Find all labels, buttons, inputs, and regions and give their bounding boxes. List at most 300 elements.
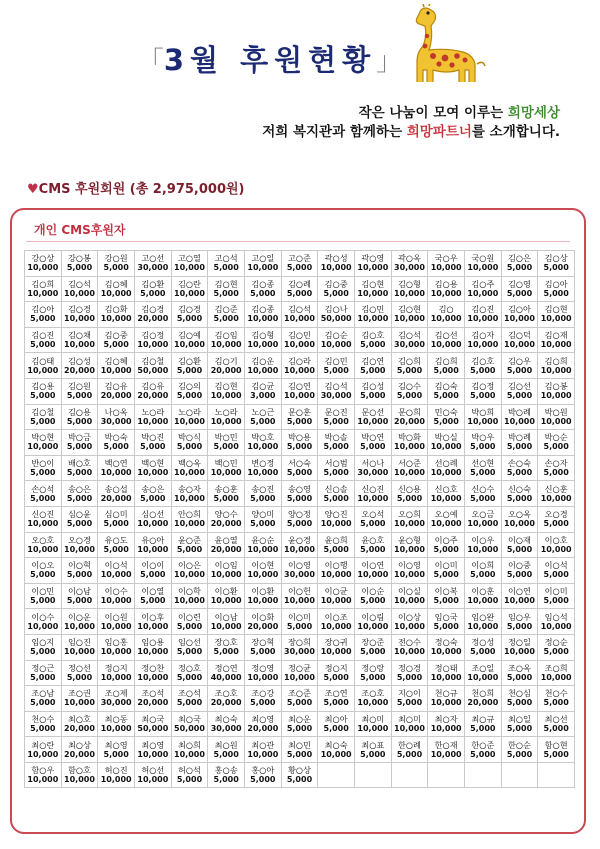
donor-cell [538,686,575,712]
donor-amount: 5,000 [140,570,166,580]
donor-name: 이○석 [544,560,568,571]
donor-amount: 10,000 [174,519,205,529]
donor-amount: 10,000 [394,468,425,478]
donor-cell [428,507,465,533]
donor-cell [318,635,355,661]
donor-name: 정○경 [398,662,421,673]
donor-amount: 5,000 [470,647,496,657]
donor-name: 이○중 [508,560,531,571]
donor-cell [135,481,172,507]
donor-name: 조○남 [31,688,55,699]
donor-name: 양○정 [288,509,311,520]
donor-cell [172,353,209,379]
donor-cell [392,251,429,277]
donor-cell [502,302,539,328]
donor-name: 정○영 [251,662,275,673]
donor-amount: 5,000 [543,596,569,606]
donor-cell [245,405,282,431]
donor-amount: 5,000 [470,493,496,503]
donor-name: 김○우 [508,355,531,366]
donor-name: 유○도 [104,534,128,545]
donor-name: 윤○희 [324,534,348,545]
donor-cell [392,609,429,635]
donor-name: 김○아 [31,304,55,315]
donor-cell [428,737,465,763]
donor-name: 김○준 [214,304,238,315]
donor-name: 이○림 [361,611,385,622]
donor-amount: 5,000 [213,749,239,759]
donor-cell [25,302,62,328]
donor-name: 이○주 [434,534,458,545]
intro-line-1 [262,104,560,123]
donor-name: 이○실 [398,586,421,597]
donor-name: 최○규 [471,713,495,724]
donor-name: 김○덕 [508,330,531,341]
donor-amount: 5,000 [66,442,93,452]
donor-cell [502,533,539,559]
donor-cell [355,277,392,303]
donor-name: 최○란 [31,739,55,750]
donor-amount: 10,000 [247,263,279,273]
donor-name: 이○훈 [471,586,495,597]
donor-cell [538,609,575,635]
donor-amount: 10,000 [394,596,425,606]
donor-cell [355,558,392,584]
donor-name: 백○연 [104,458,128,469]
donor-name: 이○연 [508,586,531,597]
donor-amount: 10,000 [430,723,462,733]
donor-cell [538,558,575,584]
donor-amount: 5,000 [30,570,56,580]
donor-name: 김○호 [471,355,495,366]
donor-name: 박○현 [31,432,55,443]
donor-name: 홍○송 [214,765,238,776]
donor-name: 윤○호 [361,534,385,545]
donor-cell [25,635,62,661]
donor-cell [502,609,539,635]
donor-amount: 5,000 [30,493,56,503]
donor-amount: 5,000 [176,621,203,631]
donor-name: 고○일 [251,253,275,264]
donor-amount: 10,000 [467,340,499,350]
donor-amount: 10,000 [137,621,169,631]
donor-cell [172,737,209,763]
donor-name: 최○영 [251,713,275,724]
donor-amount: 10,000 [210,340,242,350]
donor-name: 이○련 [178,611,201,622]
donor-amount: 10,000 [357,621,389,631]
donor-amount: 5,000 [176,442,203,452]
donor-amount: 10,000 [540,416,572,426]
donor-cell [135,661,172,687]
donor-name: 김○연 [361,355,385,366]
donor-cell [208,712,245,738]
donor-cell [98,328,135,354]
donor-amount: 5,000 [543,723,569,733]
donor-cell [355,686,392,712]
donor-name: 이○임 [214,560,238,571]
donor-amount: 20,000 [394,416,425,426]
donor-cell [282,712,319,738]
donor-amount: 10,000 [467,544,499,554]
donor-amount: 5,000 [250,493,276,503]
donor-cell [208,277,245,303]
donor-amount: 5,000 [360,672,386,682]
donor-name: 이○남 [214,611,238,622]
donor-name: 백○옥 [178,458,201,469]
donor-cell [465,277,502,303]
donor-amount: 5,000 [286,775,313,785]
donor-cell [282,379,319,405]
donor-name: 박○우 [471,432,495,443]
donor-amount: 5,000 [506,391,533,401]
donor-name: 곽○성 [324,253,348,264]
donor-name: 윤○경 [288,534,311,545]
donor-cell [538,353,575,379]
donor-name: 이○열 [141,586,165,597]
donor-name: 신○훈 [544,483,568,494]
donor-cell [428,481,465,507]
donor-amount: 5,000 [470,723,496,733]
donor-amount: 10,000 [504,596,535,606]
donor-amount: 10,000 [137,672,169,682]
donor-amount: 5,000 [66,596,93,606]
donor-cell [172,763,209,789]
donor-amount: 5,000 [30,647,56,657]
donor-name: 백○민 [214,458,238,469]
donor-cell [282,609,319,635]
donor-amount: 10,000 [430,749,462,759]
donor-amount: 50,000 [137,723,169,733]
donor-cell [208,737,245,763]
donor-name: 심○윤 [68,509,91,520]
donor-name: 장○희 [288,637,311,648]
donor-cell [355,302,392,328]
donor-amount: 30,000 [394,340,425,350]
donor-cell [282,635,319,661]
donor-amount: 5,000 [543,468,569,478]
donor-name: 조○제 [104,688,128,699]
donor-amount: 20,000 [137,391,169,401]
donor-amount: 20,000 [247,621,279,631]
donor-cell [318,328,355,354]
donor-amount: 10,000 [394,288,425,298]
intro-line-2-text: 저희 복지관과 함께하는 [262,124,407,140]
donor-cell [135,430,172,456]
donor-name: 이○호 [544,534,568,545]
donor-cell [25,712,62,738]
donor-name: 신○호 [434,483,458,494]
donor-name: 박○진 [141,432,165,443]
donor-name: 김○중 [104,330,128,341]
donor-amount: 5,000 [176,365,203,375]
donor-cell [208,661,245,687]
donor-amount: 5,000 [543,647,569,657]
donor-amount: 5,000 [213,288,239,298]
donor-cell [428,302,465,328]
donor-cell [208,686,245,712]
donor-amount: 10,000 [430,314,462,324]
donor-cell [318,379,355,405]
donor-cell [98,635,135,661]
donor-name: 김○희 [398,355,421,366]
donor-cell [98,712,135,738]
donor-name: 손○자 [544,458,568,469]
donor-cell [502,328,539,354]
donor-amount: 5,000 [30,416,56,426]
donor-cell [62,277,99,303]
donor-name: 이○수 [31,611,55,622]
donor-cell [355,635,392,661]
donor-name: 김○현 [398,304,421,315]
donor-cell [355,379,392,405]
donor-amount: 5,000 [360,340,386,350]
donor-name: 천○희 [471,688,495,699]
donor-cell [172,379,209,405]
donor-name: 김○임 [214,330,238,341]
donor-amount: 20,000 [137,698,169,708]
donor-amount: 5,000 [30,672,56,682]
donor-cell [318,609,355,635]
donor-name: 정○근 [31,662,55,673]
donor-cell [282,763,319,789]
donor-amount: 20,000 [64,749,95,759]
donor-amount: 5,000 [176,391,203,401]
donor-name: 최○상 [68,739,91,750]
donor-amount: 10,000 [137,647,169,657]
donor-name: 양○수 [214,509,238,520]
donor-amount: 5,000 [176,647,203,657]
donor-name: 이○희 [471,560,495,571]
donor-name: 김○종 [251,304,275,315]
donor-cell [172,405,209,431]
donor-cell [392,635,429,661]
donor-name: 최○영 [141,739,165,750]
donor-cell [502,456,539,482]
donor-name: 임○완 [471,611,495,622]
donor-cell [465,328,502,354]
donor-amount: 5,000 [176,544,203,554]
donor-amount: 10,000 [320,749,352,759]
donor-cell [208,763,245,789]
donor-cell [428,686,465,712]
donor-cell [318,456,355,482]
donor-amount: 10,000 [320,621,352,631]
donor-amount: 5,000 [213,647,239,657]
donor-cell [538,328,575,354]
donor-amount: 5,000 [506,544,533,554]
donor-cell [428,558,465,584]
donor-amount: 10,000 [174,493,205,503]
donor-name: 곽○옥 [398,253,421,264]
intro-line-1-text: 작은 나눔이 모여 이루는 [358,105,508,121]
donor-amount: 10,000 [137,544,169,554]
donor-cell [98,456,135,482]
empty-cell [392,763,429,789]
donor-name: 김○의 [178,381,201,392]
donor-name: 김○환 [141,278,165,289]
donor-amount: 5,000 [396,391,423,401]
donor-cell [135,584,172,610]
donor-amount: 5,000 [176,672,203,682]
donor-amount: 5,000 [433,570,459,580]
donor-amount: 5,000 [360,647,386,657]
donor-name: 김○철 [141,355,165,366]
donor-name: 최○관 [251,739,275,750]
donor-amount: 10,000 [64,698,95,708]
donor-name: 선○례 [434,458,458,469]
donor-cell [538,277,575,303]
donor-name: 고○준 [288,253,311,264]
donor-name: 정○지 [104,662,128,673]
donor-cell [245,277,282,303]
donor-amount: 5,000 [360,749,386,759]
donor-name: 강○상 [31,253,55,264]
donor-amount: 10,000 [247,570,279,580]
donor-name: 반○이 [31,458,55,469]
donor-name: 김○운 [251,355,275,366]
donor-amount: 10,000 [247,340,279,350]
donor-cell [502,507,539,533]
donor-cell [62,456,99,482]
donor-cell [538,481,575,507]
donor-cell [98,353,135,379]
donor-name: 황○상 [288,765,311,776]
donor-amount: 5,000 [433,544,459,554]
donor-name: 김○혜 [104,278,128,289]
donor-name: 김○민 [288,330,311,341]
title-close-bracket: 」 [376,47,403,77]
donor-name: 배○호 [68,458,91,469]
donor-amount: 5,000 [506,442,533,452]
donor-name: 선○현 [471,458,495,469]
donor-cell [502,661,539,687]
donor-amount: 10,000 [430,519,462,529]
donor-amount: 10,000 [357,314,389,324]
donor-cell [172,302,209,328]
donor-cell [538,737,575,763]
donor-cell [355,456,392,482]
donor-name: 정○선 [68,662,91,673]
donor-name: 윤○준 [178,534,201,545]
donor-cell [502,635,539,661]
donor-name: 최○아 [324,713,348,724]
donor-cell [355,430,392,456]
donor-name: 천○규 [434,688,458,699]
donor-name: 오○경 [68,534,91,545]
donor-name: 김○경 [178,304,201,315]
donor-cell [208,507,245,533]
donor-cell [538,251,575,277]
donor-cell [208,302,245,328]
donor-name: 정○연 [214,662,238,673]
donor-amount: 10,000 [394,544,425,554]
donor-amount: 10,000 [137,416,169,426]
panel-title: 개인 CMS후원자 [34,223,126,237]
donor-amount: 10,000 [210,468,242,478]
donor-name: 정○일 [508,637,531,648]
donor-cell [245,507,282,533]
title-open-bracket: 「 [137,47,164,77]
donor-cell [318,661,355,687]
donor-amount: 10,000 [284,340,315,350]
title-text: 3월 후원현황 [163,43,377,77]
donor-amount: 10,000 [137,775,169,785]
donor-cell [538,661,575,687]
donor-amount: 10,000 [247,442,279,452]
donor-name: 정○호 [178,662,201,673]
donor-amount: 5,000 [506,288,533,298]
donor-amount: 10,000 [357,723,389,733]
donor-name: 최○영 [104,739,128,750]
donor-amount: 30,000 [320,391,352,401]
donor-amount: 20,000 [210,544,242,554]
donor-amount: 10,000 [284,314,315,324]
donor-name: 유○아 [141,534,165,545]
donor-amount: 5,000 [30,723,56,733]
donor-name: 김○태 [31,355,55,366]
donor-name: 허○석 [178,765,201,776]
donor-cell [538,533,575,559]
donor-amount: 10,000 [504,519,535,529]
donor-name: 손○숙 [508,458,531,469]
donor-cell [465,635,502,661]
donor-amount: 5,000 [66,519,93,529]
donor-name: 함○현 [544,739,568,750]
donor-cell [62,302,99,328]
donor-panel [10,208,586,834]
donor-amount: 30,000 [284,647,315,657]
donor-cell [245,353,282,379]
donor-cell [172,507,209,533]
donor-cell [245,712,282,738]
donor-amount: 10,000 [27,775,59,785]
donor-name: 김○주 [471,278,495,289]
donor-amount: 5,000 [506,723,533,733]
donor-name: 조○준 [288,688,311,699]
donor-name: 박○순 [544,432,568,443]
donor-name: 박○식 [178,432,201,443]
donor-cell [62,430,99,456]
donor-cell [392,456,429,482]
donor-name: 국○우 [434,253,458,264]
donor-name: 양○미 [251,509,275,520]
donor-cell [245,609,282,635]
donor-name: 오○옥 [508,509,531,520]
donor-name: 박○금 [68,432,91,443]
donor-name: 이○혁 [68,560,91,571]
donor-name: 임○우 [508,611,531,622]
donor-cell [392,686,429,712]
donor-name: 이○미 [544,586,568,597]
donor-amount: 5,000 [506,468,533,478]
donor-name: 김○원 [68,381,91,392]
donor-cell [25,430,62,456]
donor-name: 박○민 [214,432,238,443]
donor-cell [282,533,319,559]
donor-name: 윤○열 [214,534,238,545]
donor-name: 문○희 [398,406,421,417]
donor-amount: 5,000 [286,698,313,708]
donor-cell [25,456,62,482]
donor-amount: 10,000 [210,570,242,580]
donor-amount: 5,000 [176,698,203,708]
donor-amount: 10,000 [284,391,315,401]
donor-cell [172,584,209,610]
donor-cell [208,430,245,456]
donor-amount: 5,000 [213,314,239,324]
donor-name: 조○옥 [508,662,531,673]
